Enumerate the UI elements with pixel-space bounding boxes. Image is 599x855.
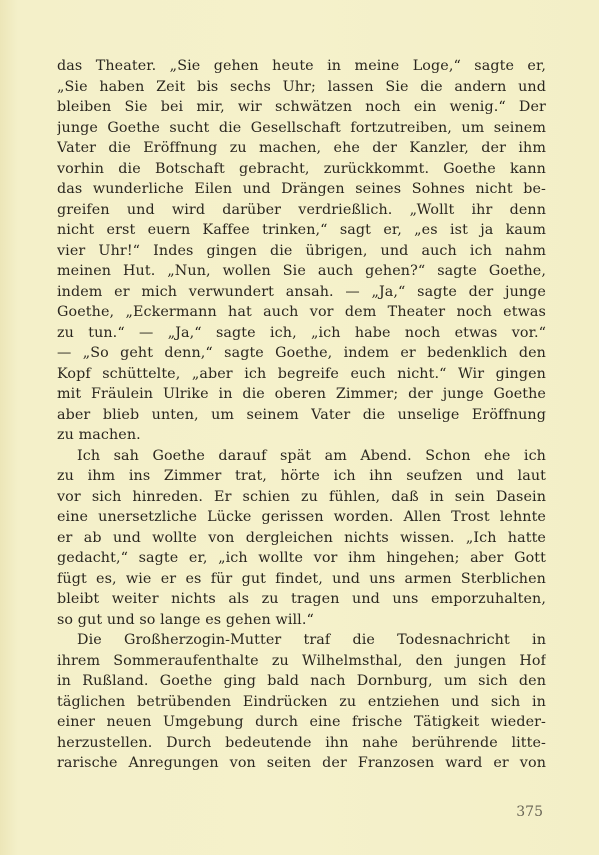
text-line: indem er mich verwundert ansah. — „Ja,“ sagte der junge [57, 283, 546, 300]
text-line: fügt es, wie er es für gut findet, und uns armen Sterblichen [57, 570, 546, 587]
text-line: zu tun.“ — „Ja,“ sagte ich, „ich habe noch etwas vor.“ [57, 324, 546, 341]
text-line: gedacht,“ sagte er, „ich wollte vor ihm hingehen; aber Gott [57, 550, 546, 566]
text-line: ihrem Sommeraufenthalte zu Wilhelmsthal, den jungen Hof [57, 652, 546, 669]
text-line: vier Uhr!“ Indes gingen die übrigen, und auch ich nahm [57, 242, 546, 259]
text-line: er ab und wollte von dergleichen nichts wissen. „Ich hatte [57, 529, 546, 546]
text-line: eine unersetzliche Lücke gerissen worden. Allen Trost lehnte [57, 509, 546, 525]
text-line: herzustellen. Durch bedeutende ihn nahe berührende litte- [57, 734, 546, 751]
paragraph-1 [57, 56, 546, 446]
text-line: „Sie haben Zeit bis sechs Uhr; lassen Sie die andern und [57, 78, 546, 95]
text-line: bleibt weiter nichts als zu tragen und uns emporzuhalten, [57, 591, 546, 607]
text-line: rarische Anregungen von seiten der Franzosen ward er von [57, 755, 546, 771]
text-line: mit Fräulein Ulrike in die oberen Zimmer; der junge Goethe [57, 386, 546, 402]
text-line: bleiben Sie bei mir, wir schwätzen noch ein wenig.“ Der [57, 99, 546, 115]
text-line: zu machen. [57, 427, 141, 443]
page-number: 375 [516, 804, 543, 820]
text-line: in Rußland. Goethe ging bald nach Dornburg, um sich den [57, 673, 546, 689]
text-line: Die Großherzogin-Mutter traf die Todesnachricht in [77, 632, 546, 648]
text-line: Vater die Eröffnung zu machen, ehe der Kanzler, der ihm [57, 140, 546, 156]
body-text [57, 56, 546, 774]
text-line: so gut und so lange es gehen will.“ [57, 611, 314, 628]
text-line: aber blieb unten, um seinem Vater die unselige Eröffnung [57, 406, 546, 423]
text-line: vor sich hinreden. Er schien zu fühlen, daß in sein Dasein [57, 488, 546, 505]
text-line: zu ihm ins Zimmer trat, hörte ich ihn seufzen und laut [57, 468, 546, 484]
paragraph-3 [57, 630, 546, 774]
text-line: täglichen betrübenden Eindrücken zu entziehen und sich in [57, 693, 546, 710]
text-line: Ich sah Goethe darauf spät am Abend. Schon ehe ich [77, 447, 546, 464]
text-line: Kopf schüttelte, „aber ich begreife euch nicht.“ Wir gingen [57, 365, 546, 382]
text-line: nicht erst euern Kaffee trinken,“ sagt er, „es ist ja kaum [57, 222, 546, 238]
paragraph-2 [57, 446, 546, 631]
text-line: junge Goethe sucht die Gesellschaft fortzutreiben, um seinem [57, 119, 546, 136]
text-line: das wunderliche Eilen und Drängen seines Sohnes nicht be- [57, 181, 546, 197]
text-line: Goethe, „Eckermann hat auch vor dem Theater noch etwas [57, 304, 546, 320]
text-line: — „So geht denn,“ sagte Goethe, indem er bedenklich den [57, 345, 546, 361]
text-line: greifen und wird darüber verdrießlich. „Wollt ihr denn [57, 201, 546, 218]
text-line: das Theater. „Sie gehen heute in meine Loge,“ sagte er, [57, 58, 546, 74]
text-line: einer neuen Umgebung durch eine frische Tätigkeit wieder- [57, 714, 546, 730]
text-line: meinen Hut. „Nun, wollen Sie auch gehen?“ sagte Goethe, [57, 263, 546, 279]
text-line: vorhin die Botschaft gebracht, zurückkommt. Goethe kann [57, 160, 546, 177]
